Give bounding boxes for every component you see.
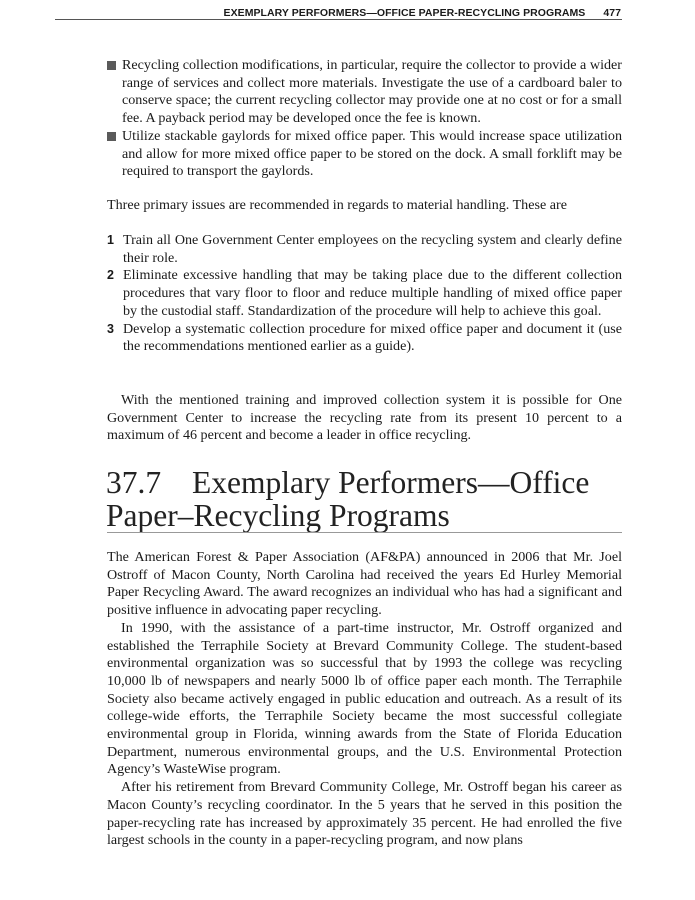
- body-paragraph: After his retirement from Brevard Community College, Mr. Ostroff began his career as Macon County’s recycling coordinator. In the 5 years that he served in this position the paper-recycling rate has increased by approximately 35 percent. He had enrolled the five largest schools in the county in a paper-recycling program, and now plans: [107, 779, 622, 849]
- bullet-list: [107, 57, 622, 181]
- square-bullet-icon: [107, 132, 116, 141]
- bullet-item: [107, 57, 622, 128]
- square-bullet-icon: [107, 61, 116, 70]
- bullet-text: Utilize stackable gaylords for mixed office paper. This would increase space utilization and allow for more mixed office paper to be stored on the dock. A small forklift may be required to transport the gaylords.: [122, 127, 622, 180]
- item-text: Train all One Government Center employees on the recycling system and clearly define their role.: [123, 232, 622, 266]
- running-head: [0, 7, 621, 19]
- numbered-item: [107, 232, 622, 267]
- page-number: 477: [603, 7, 621, 19]
- bullet-text: Recycling collection modifications, in particular, require the collector to provide a wider range of services and collect more materials. Investigate the use of a cardboard baler to conserve space; the current recycling collector may provide one at no cost or for a small fee. A payback period may be developed once the fee is known.: [122, 57, 622, 127]
- section-title-line1: Exemplary Performers—Office: [192, 465, 590, 500]
- section-number: 37.7: [106, 465, 162, 500]
- item-number: 2: [107, 268, 114, 283]
- numbered-list: [107, 232, 622, 356]
- bullet-item: [107, 128, 622, 181]
- body-paragraph: The American Forest & Paper Association (AF&PA) announced in 2006 that Mr. Joel Ostroff of Macon County, North Carolina had received the years Ed Hurley Memorial Paper Recycling Award. The award recognizes an individual who has had a significant and positive influence in advocating paper recycling.: [107, 549, 622, 619]
- section-rule: [107, 532, 622, 533]
- item-text: Eliminate excessive handling that may be taking place due to the different collection procedures that vary floor to floor and reduce multiple handling of mixed office paper by the custodial staff. Standardization of the procedure will help to achieve this goal.: [123, 267, 622, 319]
- item-number: 3: [107, 321, 114, 336]
- section-body: [107, 549, 622, 850]
- intro-paragraph: Three primary issues are recommended in regards to material handling. These are: [107, 197, 567, 213]
- numbered-item: [107, 267, 622, 320]
- section-heading: [106, 466, 622, 532]
- header-rule: [55, 19, 622, 20]
- section-title-line2: Paper–Recycling Programs: [106, 498, 450, 533]
- item-text: Develop a systematic collection procedure for mixed office paper and document it (use the recommendations mentioned earlier as a guide).: [123, 320, 622, 355]
- numbered-item: [107, 321, 622, 356]
- closing-paragraph: With the mentioned training and improved collection system it is possible for One Government Center to increase the recycling rate from its present 10 percent to a maximum of 46 percent and become a leader in office recycling.: [107, 392, 622, 444]
- item-number: 1: [107, 233, 114, 247]
- body-paragraph: In 1990, with the assistance of a part-time instructor, Mr. Ostroff organized and established the Terraphile Society at Brevard Community College. The student-based environmental organization was so successful that by 1993 the college was recycling 10,000 lb of newspapers and nearly 5000 lb of office paper each month. The Terraphile Society also became actively engaged in public education and outreach. As a result of its college-wide efforts, the Terraphile Society became the most successful collegiate environmental group in Florida, winning awards from the State of Florida Education Department, numerous environmental groups, and the U.S. Environmental Protection Agency’s WasteWise program.: [107, 619, 622, 778]
- running-head-title: EXEMPLARY PERFORMERS—OFFICE PAPER-RECYCLING PROGRAMS: [223, 7, 586, 19]
